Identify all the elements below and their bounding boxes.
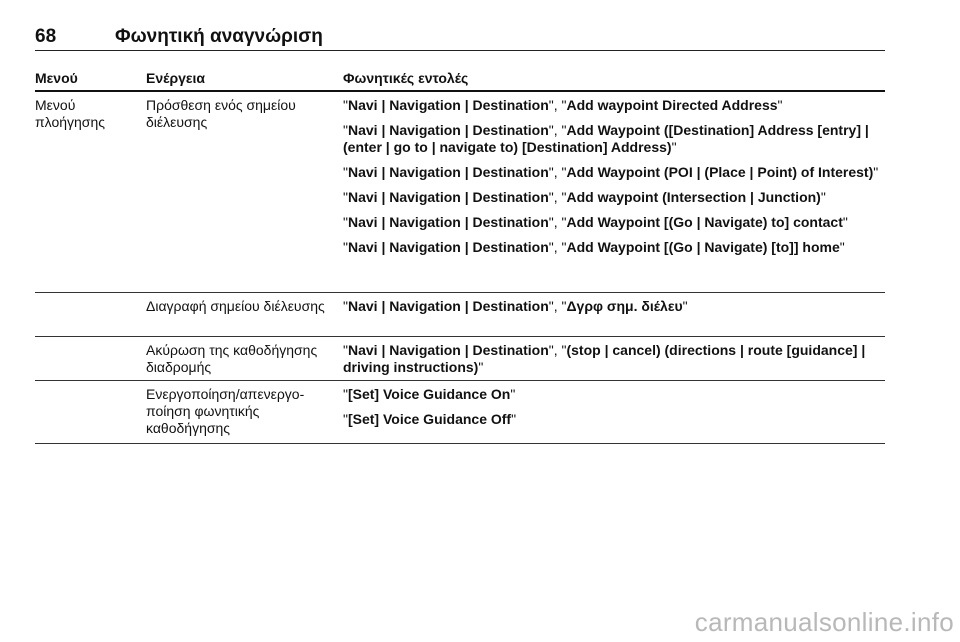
- commands-cell: [343, 342, 888, 384]
- header-commands: Φωνητικές εντολές: [343, 70, 469, 86]
- table-row: [35, 92, 885, 293]
- action-cell: Ακύρωση της καθοδήγησης διαδρομής: [146, 342, 318, 375]
- commands-cell: [343, 298, 888, 323]
- menu-cell: Μενού πλοήγησης: [35, 97, 105, 130]
- action-cell: Πρόσθεση ενός σημείου διέλευσης: [146, 97, 296, 130]
- command-line: "Navi | Navigation | Destination", "Add Waypoint [(Go | Navigate) [to]] home": [343, 239, 845, 255]
- action-cell: Διαγραφή σημείου διέλευσης: [146, 298, 325, 314]
- command-line: "[Set] Voice Guidance On": [343, 386, 516, 402]
- table-row: [35, 337, 885, 381]
- action-cell: Ενεργοποίηση/απενεργο-ποίηση φωνητικής καθοδήγησης: [146, 386, 305, 436]
- command-line: "Navi | Navigation | Destination", "Add waypoint Directed Address": [343, 97, 783, 113]
- command-line: "Navi | Navigation | Destination", "Add Waypoint (POI | (Place | Point) of Interest)": [343, 164, 879, 180]
- command-line: "Navi | Navigation | Destination", "Δγρφ σημ. διέλευ": [343, 298, 688, 314]
- command-line: "Navi | Navigation | Destination", "Add Waypoint [(Go | Navigate) to] contact": [343, 214, 848, 230]
- table-row: [35, 293, 885, 337]
- page-number: 68: [35, 26, 57, 47]
- commands-cell: [343, 97, 888, 264]
- command-line: "Navi | Navigation | Destination", "(stop | cancel) (directions | route [guidance] | driving instructions)": [343, 342, 866, 375]
- page-header: [35, 26, 885, 51]
- command-line: "[Set] Voice Guidance Off": [343, 411, 517, 427]
- table-header: [35, 70, 885, 92]
- table-row: [35, 381, 885, 444]
- command-line: "Navi | Navigation | Destination", "Add Waypoint ([Destination] Address [entry] | (enter | go to | navigate to) [Destination] Address)": [343, 122, 869, 155]
- commands-cell: [343, 386, 888, 436]
- command-line: "Navi | Navigation | Destination", "Add waypoint (Intersection | Junction)": [343, 189, 826, 205]
- page-title: Φωνητική αναγνώριση: [115, 26, 323, 47]
- header-action: Ενέργεια: [146, 70, 206, 86]
- voice-commands-table: [35, 70, 885, 444]
- header-menu: Μενού: [35, 70, 78, 86]
- watermark: carmanualsonline.info: [694, 607, 954, 637]
